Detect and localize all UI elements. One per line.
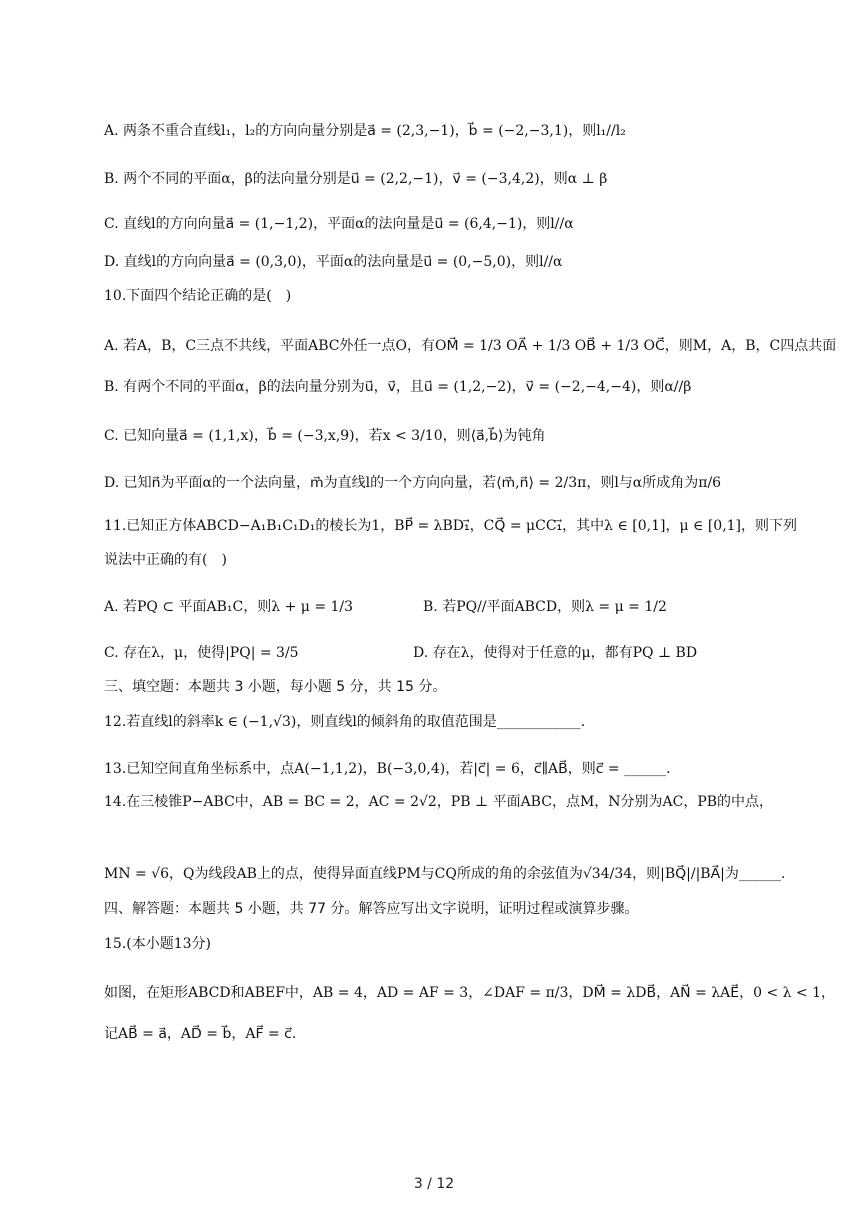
q10-stem: 10.下面四个结论正确的是( )	[104, 288, 292, 304]
q14-line1: 14.在三棱锥P−ABC中，AB = BC = 2，AC = 2√2，PB ⊥ 平面ABC，点M，N分别为AC，PB的中点，	[104, 794, 774, 810]
q9-option-a: A. 两条不重合直线l₁，l₂的方向向量分别是a⃗ = (2,3,−1)，b⃗ = (−2,−3,1)，则l₁//l₂	[104, 123, 626, 139]
section-fill-in-heading: 三、填空题：本题共 3 小题，每小题 5 分，共 15 分。	[104, 679, 447, 695]
q15-line1: 如图，在矩形ABCD和ABEF中，AB = 4，AD = AF = 3，∠DAF = π/3，DM⃗ = λDB⃗，AN⃗ = λAE⃗，0 < λ < 1，	[104, 985, 836, 1001]
q11-option-a: A. 若PQ ⊂ 平面AB₁C，则λ + μ = 1/3	[104, 599, 354, 615]
q11-stem-line2: 说法中正确的有( )	[104, 552, 227, 568]
q12: 12.若直线l的斜率k ∈ (−1,√3)，则直线l的倾斜角的取值范围是____________.	[104, 714, 586, 730]
q10-option-c: C. 已知向量a⃗ = (1,1,x)，b⃗ = (−3,x,9)，若x < 3/10，则⟨a⃗,b⃗⟩为钝角	[104, 428, 546, 444]
q14-line2: MN = √6，Q为线段AB上的点，使得异面直线PM与CQ所成的角的余弦值为√34/34，则|BQ⃗|/|BA⃗|为______.	[104, 866, 786, 882]
q11-option-c: C. 存在λ，μ，使得|PQ| = 3/5	[104, 645, 299, 661]
q10-option-a: A. 若A，B，C三点不共线，平面ABC外任一点O，有OM⃗ = 1/3 OA⃗ + 1/3 OB⃗ + 1/3 OC⃗，则M，A，B，C四点共面	[104, 338, 837, 354]
q9-option-c: C. 直线l的方向向量a⃗ = (1,−1,2)，平面α的法向量是u⃗ = (6,4,−1)，则l//α	[104, 216, 574, 232]
section-answer-heading: 四、解答题：本题共 5 小题，共 77 分。解答应写出文字说明，证明过程或演算步骤。	[104, 901, 639, 917]
q15-stem: 15.(本小题13分)	[104, 936, 212, 952]
q9-option-d: D. 直线l的方向向量a⃗ = (0,3,0)，平面α的法向量是u⃗ = (0,−5,0)，则l//α	[104, 254, 563, 270]
q11-stem-line1: 11.已知正方体ABCD−A₁B₁C₁D₁的棱长为1，BP⃗ = λBD₁⃗，CQ⃗ = μCC₁⃗，其中λ ∈ [0,1]，μ ∈ [0,1]，则下列	[104, 518, 798, 534]
q9-option-b: B. 两个不同的平面α，β的法向量分别是u⃗ = (2,2,−1)，v⃗ = (−3,4,2)，则α ⊥ β	[104, 171, 608, 187]
q11-option-b: B. 若PQ//平面ABCD，则λ = μ = 1/2	[423, 599, 667, 615]
page-number: 3 / 12	[413, 1176, 455, 1192]
q10-option-d: D. 已知n⃗为平面α的一个法向量，m⃗为直线l的一个方向向量，若⟨m⃗,n⃗⟩ = 2/3π，则l与α所成角为π/6	[104, 475, 722, 491]
q15-line2: 记AB⃗ = a⃗，AD⃗ = b⃗，AF⃗ = c⃗.	[104, 1026, 297, 1042]
q10-option-b: B. 有两个不同的平面α，β的法向量分别为u⃗，v⃗，且u⃗ = (1,2,−2)，v⃗ = (−2,−4,−4)，则α//β	[104, 379, 692, 395]
q11-option-d: D. 存在λ，使得对于任意的μ，都有PQ ⊥ BD	[413, 645, 698, 661]
q13: 13.已知空间直角坐标系中，点A(−1,1,2)，B(−3,0,4)，若|c⃗| = 6，c⃗∥AB⃗，则c⃗ = ______.	[104, 761, 671, 777]
